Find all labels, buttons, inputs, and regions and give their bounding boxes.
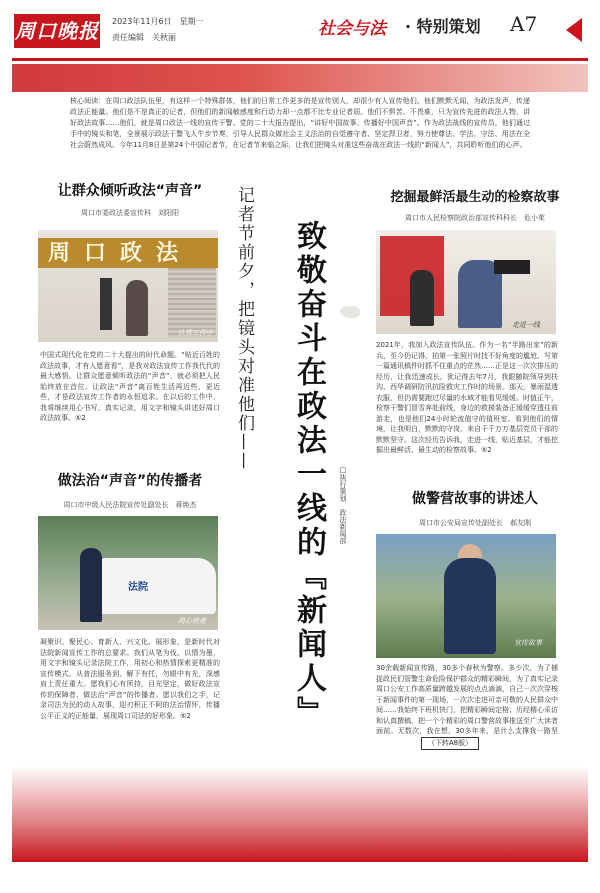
person-figure [410,270,434,326]
article-byline: 周口市公安局宣传处副处长 郝友刚 [419,519,531,527]
decorative-banner [12,64,588,92]
page-number: A7 [510,12,538,36]
photo-sign: 周口政法 [38,238,218,268]
intro-paragraph: 核心阅读：在周口政法队伍里，有这样一个特殊群体，他们的日常工作更多的是宣传别人，却很少有人宣传他们。他们默默无闻，为政法发声，传递政法正能量。他们是不是真正的记者，但他们的新闻敏感度和行动力却一点都不比专业记者弱。他们不惧苦、不畏难，只为宣传先进的政法人物、讲好政法故事……他们，就是周口政法一线的宣传干警。党的二十大报告提出，“讲好中国故事、传播好中国声音”。作为政法战线的宣传员，他们通过手中的镜头和笔，全景展示政法干警飞人牛步节奏，引导人民群众做社会主义法治的自觉遵守者、坚定捍卫者，努力使尊法、学法、守法、用法在全社会蔚然成风。今年11月8日是第24个中国记者节，在记者节来临之际，让我们把镜头对准这些奋战在政法一线的“新闻人”，共同聆听他们的心声。 [70,97,530,149]
section-name: 社会与法 [318,19,386,39]
header-rule [12,58,588,61]
article-1 [30,180,230,218]
photo-caption: 宣传故事 [514,639,542,647]
continued-notice: （下转A8版） [421,737,479,750]
newspaper-logo: 周口晚报 [14,14,100,48]
person-figure [126,280,148,336]
article-photo [38,230,218,342]
officer-figure [444,558,496,654]
camera-icon [100,278,112,330]
article-title: 挖掘最鲜活最生动的检察故事 [390,190,560,205]
dove-icon [340,306,360,318]
feature-label: · 特别策划 [405,17,481,36]
article-4 [370,488,580,528]
article-body: 30余载新闻宣传路，30多个春秋为警察。多少次，为了捕捉政民们管警生命危险保护群众的精彩瞬间，为了真实记录周口公安工作高质量跨越发展的点点滴滴，自己一次次穿梭于新闻事件的第一现场，一次次走进可亲可敬的人民群众中间……我始终下班机快门，把精彩瞬间定格；历经精心采访和认真撰稿，把一个个精彩的周口警营故事推送至广大读者面前。无数次，我在想，30多年来，是什么支撑我一路坚 [376,664,558,735]
article-photo [38,516,218,630]
article-byline: 周口市人民检察院政治部宣传科科长 危小茱 [405,214,545,222]
decorative-footer [12,766,588,862]
article-body: 凝聚识、聚民心、育新人、兴文化、展形象，是新时代对法院新闻宣传工作的总要求。我们从笔为伐、以情为墨，用文字和镜头记录法院工作，用初心和热情探索更精准的宣传模式。从普法服务到、解下有托，勿眼中有光，深感肩上责任重大。愿我们心有所持，目光坚定，做好政法宣传的保障者、做法治“声音”的传播者。愿以我们之手，记录司法为民的动人故事，迎刃积正不阿的法治情怀，传播公平正义的正能量，展现周口司法的好形象。⑤2 [40,638,220,720]
officer-figure [80,548,102,622]
camera-icon [494,260,530,274]
police-car [98,558,216,614]
headline-main: 致敬奋斗在政法一线的『新闻人』 [291,220,326,730]
article-3 [370,186,580,223]
article-byline: 周口市中级人民法院宣传处副处长 蒋焕杰 [63,501,197,509]
article-title: 让群众倾听政法“声音” [57,183,203,199]
photo-caption: 周心使者 [178,617,206,625]
photo-caption: 认真工作中 [178,329,213,337]
responsible-editor: 责任编辑 关秋丽 [112,33,176,42]
masthead [0,0,600,62]
car-label: 法院 [128,582,148,593]
article-body: 2021年，我加入政法宣传队伍。作为一名“半路出家”的新兵，至今仍记得，拍第一张照片时找不好角度的尴尬、写第一篇通讯稿件时抓不住重点的茫然……正是这一次次排压的经历，让我迅速成长。犹记得去年7月，我跟随院领导到扶沟、西华调研防汛抗险救灾工作时的场景。那天，暴雨湿透衣服，但仍需要跑过尽量的水域才能看见缓缓。时值正午，检察干警们冒雪奔赴前线，身边的救援装备正缓缓穿透往前游走，也是他们24小时轮流值守的值班室。看到他们的情境，让我明白，默默的守岗，来自千千万万基层党员干部的默默坚守。这次经历告诉我，走进一线，贴近基层，才能挖掘出最鲜活、最生动的检察故事。⑤2 [376,341,558,454]
headline-sub: 记者节前夕，把镜头对准他们—— [234,186,254,471]
article-byline: 周口市委政法委宣传科 刘阳阳 [81,209,179,217]
photo-caption: 走进一线 [512,321,540,329]
arrow-icon [566,18,582,42]
issue-date: 2023年11月6日 星期一 [112,17,204,26]
article-title: 做法治“声音”的传播者 [57,473,203,489]
article-photo [376,230,556,334]
article-2 [30,470,230,510]
headline-credit: □执行策划 政法新闻部 [339,466,347,544]
article-title: 做警营故事的讲述人 [412,491,538,507]
article-body: 中国式现代化在党的二十大提出的时代命题。“贴近百姓的政法故事，才有人愿意看”，是我对政法宣传工作我代代的最大感悟。让群众愿意倾听政法的“声音”，就必须把人民始终放在首位。让政法“声音”离百姓生活再近些、更近些，才是政法宣传工作者的永恒追求。在以后的工作中，我将继续用心书写、真实记录，用文字和镜头讲述好周口政法故事。⑤2 [40,351,220,422]
article-photo [376,534,556,658]
